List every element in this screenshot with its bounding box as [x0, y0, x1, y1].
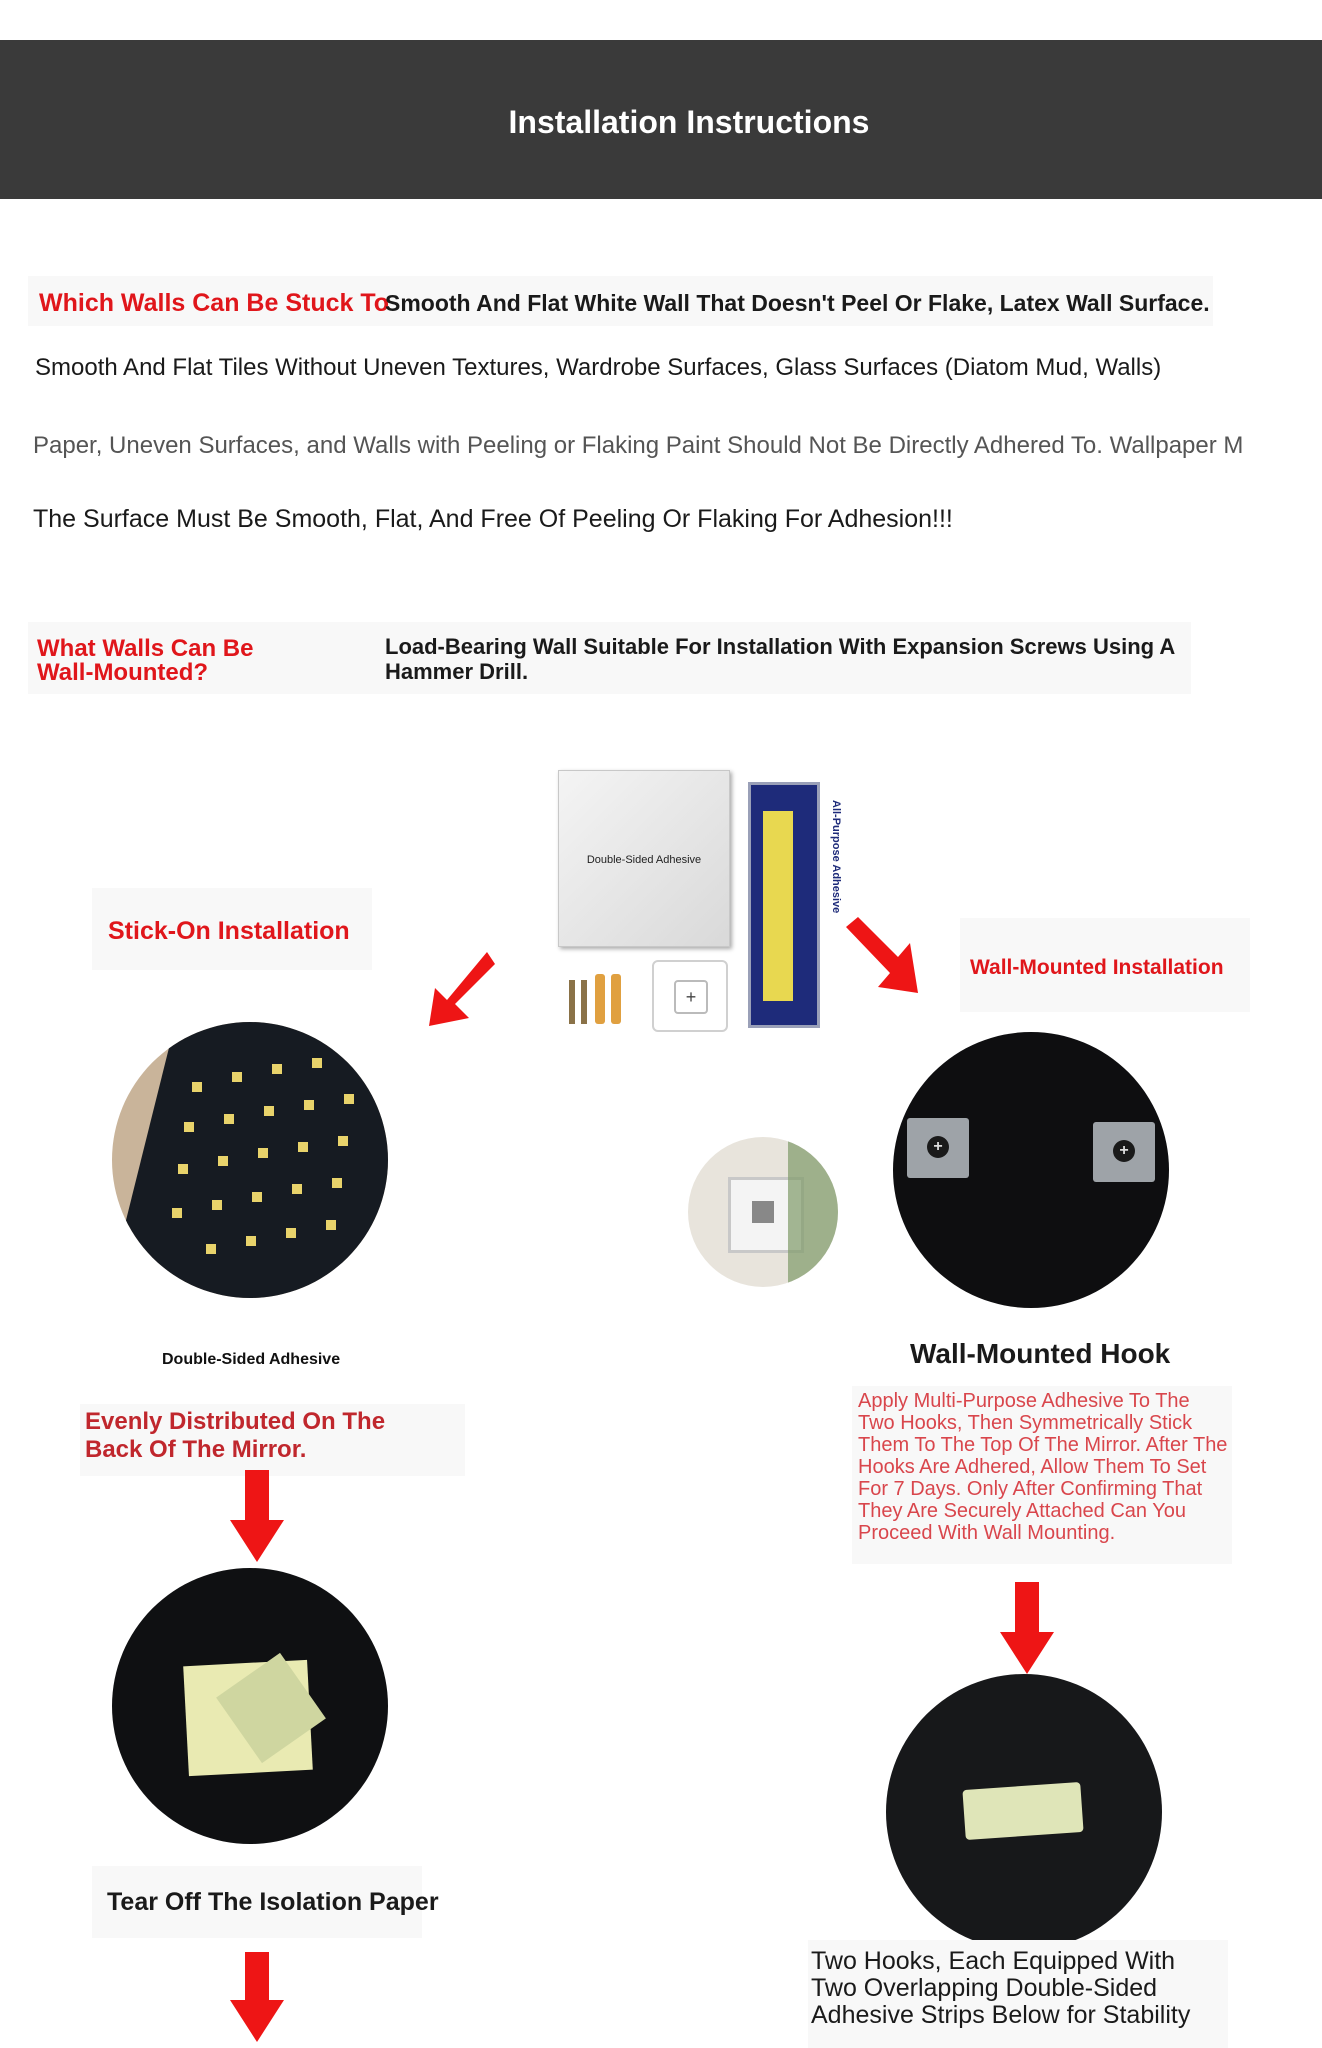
arrow-down-right-icon	[842, 915, 922, 995]
stick-walls-line3: Paper, Uneven Surfaces, and Walls with Peeling or Flaking Paint Should Not Be Directly Adhered To. Wallpaper M	[33, 432, 1244, 459]
screws-image	[565, 970, 635, 1028]
hooks-strips-text: Two Hooks, Each Equipped With Two Overlapping Double-Sided Adhesive Strips Below for Stability	[811, 1948, 1191, 2029]
arrow-down-icon	[230, 1952, 284, 2042]
arrow-down-left-icon	[425, 948, 495, 1030]
glue-box-image	[748, 782, 820, 1028]
adhesive-pad-photo	[112, 1568, 388, 1844]
stick-walls-line4: The Surface Must Be Smooth, Flat, And Free Of Peeling Or Flaking For Adhesion!!!	[33, 505, 953, 533]
stick-walls-label: Which Walls Can Be Stuck To	[39, 289, 390, 317]
step-evenly-distributed: Evenly Distributed On The Back Of The Mirror.	[85, 1408, 386, 1463]
stick-walls-line2: Smooth And Flat Tiles Without Uneven Textures, Wardrobe Surfaces, Glass Surfaces (Diatom Mud, Walls)	[35, 354, 1162, 381]
step-tear-off: Tear Off The Isolation Paper	[107, 1888, 439, 1916]
hook-plate-image: +	[652, 960, 728, 1032]
arrow-down-icon	[230, 1470, 284, 1562]
adhesive-sheet-label: Double-Sided Adhesive	[586, 854, 702, 866]
stick-installation-heading: Stick-On Installation	[108, 917, 350, 945]
adhesive-caption: Double-Sided Adhesive	[162, 1351, 341, 1368]
glue-box-label: All-Purpose Adhesive	[830, 800, 842, 914]
hook-gluing-photo	[688, 1137, 838, 1287]
arrow-down-icon	[1000, 1582, 1054, 1674]
wall-mounted-hook-title: Wall-Mounted Hook	[910, 1338, 1171, 1369]
stick-walls-line1: Smooth And Flat White Wall That Doesn't Peel Or Flake, Latex Wall Surface.	[385, 290, 1210, 316]
page-title: Installation Instructions	[508, 104, 870, 140]
hook-instructions: Apply Multi-Purpose Adhesive To The Two Hooks, Then Symmetrically Stick Them To The Top Of The Mirror. After The Hooks Are Adhered, Allow Them To Set For 7 Days. Only After Confirming That They Are Securely Attached Can You Proceed With Wall Mounting.	[858, 1390, 1228, 1544]
hook-strips-photo	[886, 1674, 1162, 1950]
wall-mounted-heading: Wall-Mounted Installation	[970, 956, 1224, 979]
mirror-hooks-photo: + +	[893, 1032, 1169, 1308]
mirror-back-adhesive-photo	[112, 1022, 388, 1298]
mount-walls-label: What Walls Can Be Wall-Mounted?	[37, 635, 254, 686]
mount-walls-text: Load-Bearing Wall Suitable For Installation With Expansion Screws Using A Hammer Drill.	[385, 634, 1175, 684]
adhesive-sheet-image	[558, 770, 730, 947]
